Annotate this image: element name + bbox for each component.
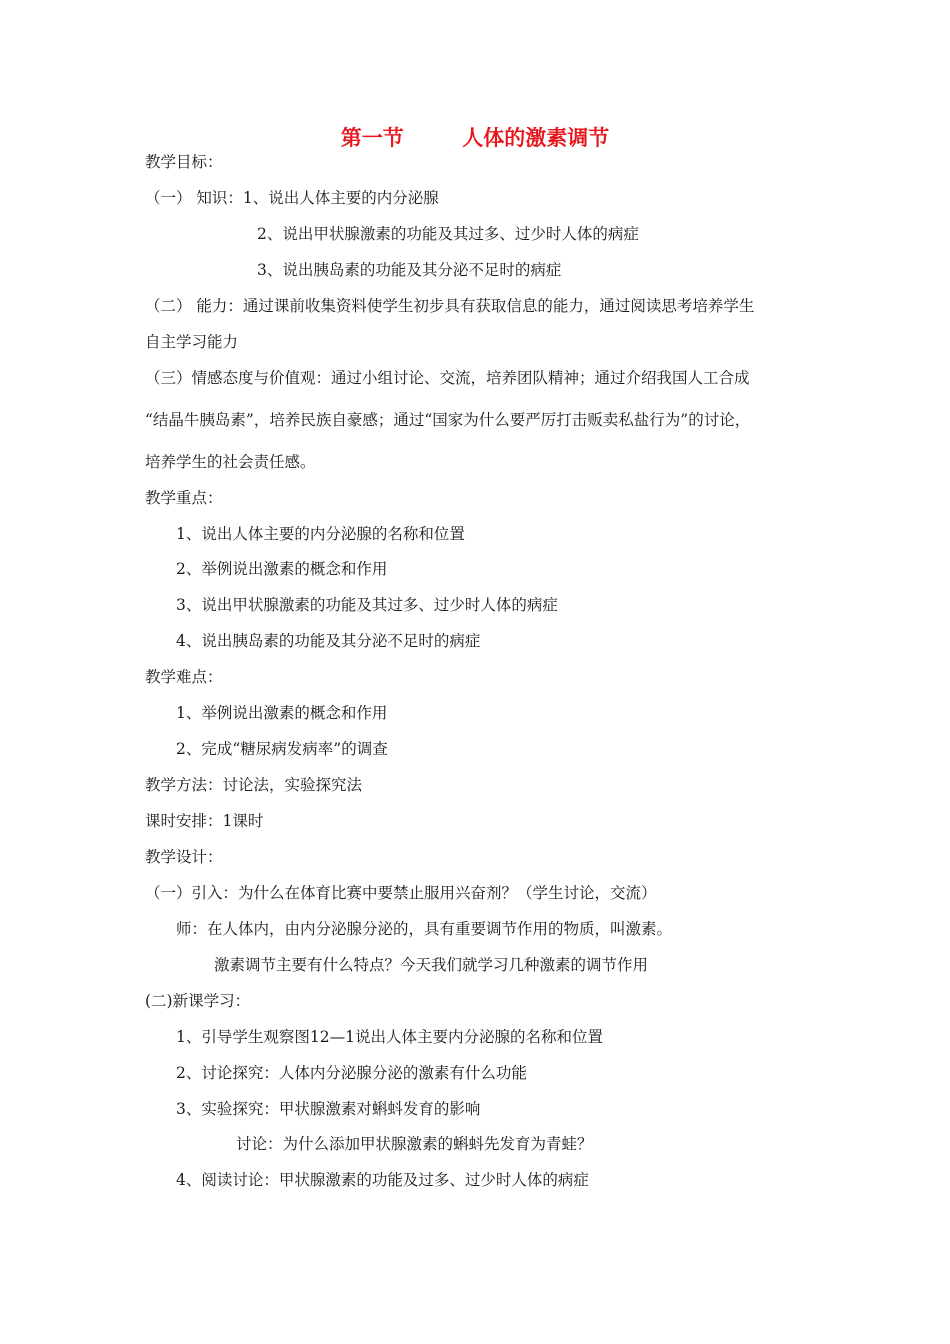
- section-heading-objectives: 教学目标：: [145, 153, 223, 171]
- design-new-lesson: (二)新课学习：: [145, 992, 251, 1010]
- objective-ability-cont: 自主学习能力: [145, 333, 239, 351]
- class-schedule: 课时安排：1课时: [145, 812, 264, 830]
- section-heading-design: 教学设计：: [145, 848, 223, 866]
- new-lesson-step-1: 1、引导学生观察图12—1说出人体主要内分泌腺的名称和位置: [176, 1028, 603, 1046]
- new-lesson-step-3-discussion: 讨论：为什么添加甲状腺激素的蝌蚪先发育为青蛙？: [236, 1135, 593, 1153]
- key-point-2: 2、举例说出激素的概念和作用: [176, 560, 388, 578]
- objective-attitude: （三）情感态度与价值观：通过小组讨论、交流，培养团队精神；通过介绍我国人工合成: [145, 369, 750, 387]
- design-intro: （一）引入：为什么在体育比赛中要禁止服用兴奋剂？（学生讨论，交流）: [145, 884, 657, 902]
- objective-attitude-cont-2: 培养学生的社会责任感。: [145, 453, 316, 471]
- section-heading-difficulties: 教学难点：: [145, 668, 223, 686]
- document-title: 第一节 人体的激素调节: [340, 125, 610, 150]
- objective-attitude-cont-1: “结晶牛胰岛素”，培养民族自豪感；通过“国家为什么要严厉打击贩卖私盐行为”的讨论，: [145, 411, 751, 429]
- new-lesson-step-3: 3、实验探究：甲状腺激素对蝌蚪发育的影响: [176, 1100, 481, 1118]
- section-heading-key-points: 教学重点：: [145, 489, 223, 507]
- objective-ability: （二） 能力：通过课前收集资料使学生初步具有获取信息的能力，通过阅读思考培养学生: [145, 297, 755, 315]
- key-point-3: 3、说出甲状腺激素的功能及其过多、过少时人体的病症: [176, 596, 558, 614]
- key-point-4: 4、说出胰岛素的功能及其分泌不足时的病症: [176, 632, 481, 650]
- objective-knowledge-2: 2、说出甲状腺激素的功能及其过多、过少时人体的病症: [257, 225, 639, 243]
- objective-knowledge-3: 3、说出胰岛素的功能及其分泌不足时的病症: [257, 261, 562, 279]
- difficulty-1: 1、举例说出激素的概念和作用: [176, 704, 388, 722]
- design-intro-question: 激素调节主要有什么特点？今天我们就学习几种激素的调节作用: [214, 956, 649, 974]
- design-intro-teacher: 师：在人体内，由内分泌腺分泌的，具有重要调节作用的物质，叫激素。: [176, 920, 673, 938]
- teaching-method: 教学方法：讨论法，实验探究法: [145, 776, 363, 794]
- difficulty-2: 2、完成“糖尿病发病率”的调查: [176, 740, 388, 758]
- key-point-1: 1、说出人体主要的内分泌腺的名称和位置: [176, 525, 465, 543]
- new-lesson-step-4: 4、阅读讨论：甲状腺激素的功能及过多、过少时人体的病症: [176, 1171, 589, 1189]
- new-lesson-step-2: 2、讨论探究：人体内分泌腺分泌的激素有什么功能: [176, 1064, 527, 1082]
- objective-knowledge-1: （一） 知识：1、说出人体主要的内分泌腺: [145, 189, 439, 207]
